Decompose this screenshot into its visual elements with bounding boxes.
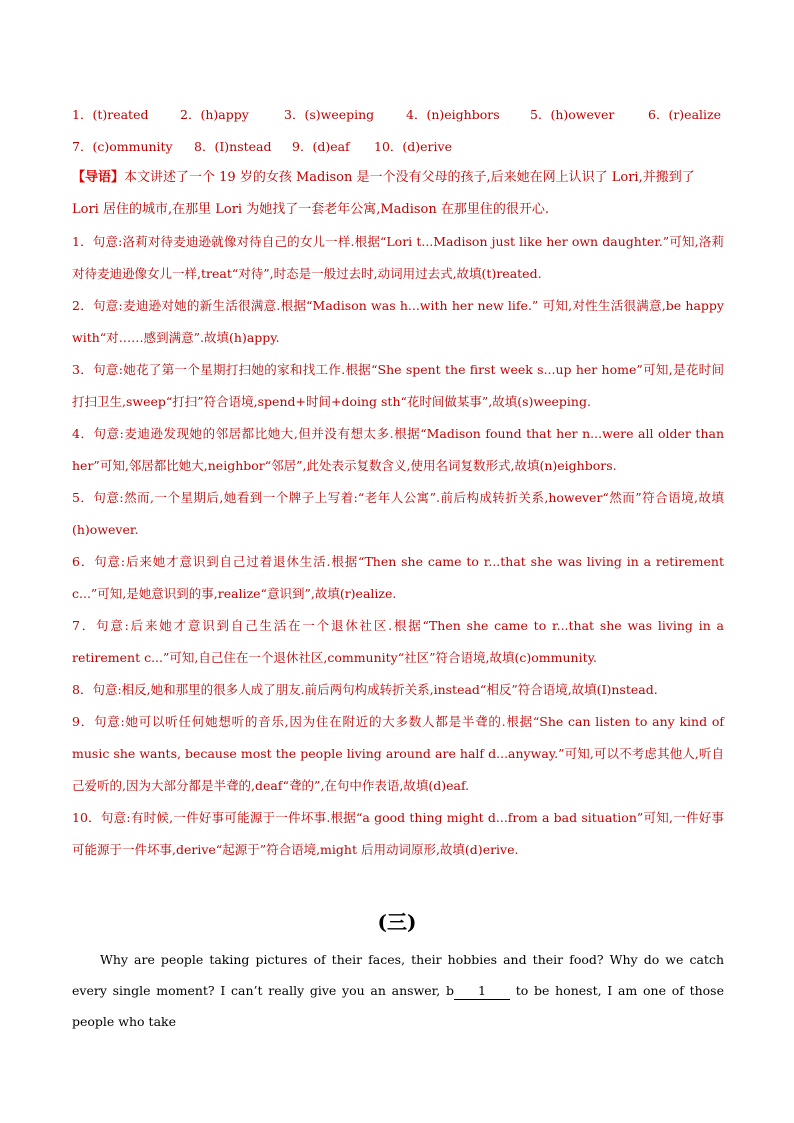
answer-item: 3．(s)weeping bbox=[284, 107, 375, 122]
intro-text: 本文讲述了一个 19 岁的女孩 Madison 是一个没有父母的孩子,后来她在网上认识了 Lori,并搬到了 Lori 居住的城市,在那里 Lori 为她找了一套老年公寓,Madison 在那里住的很开心. bbox=[72, 170, 695, 217]
intro-paragraph bbox=[72, 162, 724, 226]
answer-row-1 bbox=[72, 99, 721, 131]
explanation-item: 5．句意:然而,一个星期后,她看到一个牌子上写着:“老年人公寓”.前后构成转折关系,however“然而”符合语境,故填(h)owever. bbox=[72, 490, 724, 537]
explanation-item: 2．句意:麦迪逊对她的新生活很满意.根据“Madison was h...with her new life.” 可知,对性生活很满意,be happy with“对……感到满意”.故填(h)appy. bbox=[72, 298, 724, 345]
answer-item: 2．(h)appy bbox=[180, 107, 249, 122]
explanation-item: 4．句意:麦迪逊发现她的邻居都比她大,但并没有想太多.根据“Madison found that her n...were all older than her”可知,邻居都比她大,neighbor“邻居”,此处表示复数含义,使用名词复数形式,故填(n)eighbors. bbox=[72, 426, 724, 473]
explanation-item: 9．句意:她可以听任何她想听的音乐,因为住在附近的大多数人都是半聋的.根据“She can listen to any kind of music she wants, because most the people living around are half d...anyway.”可知,可以不考虑其他人,听自己爱听的,因为大部分都是半聋的,deaf“聋的”,在句中作表语,故填(d)eaf. bbox=[72, 714, 724, 793]
intro-tag: 【导语】 bbox=[72, 170, 125, 185]
blank-1[interactable]: 1 bbox=[454, 983, 510, 1000]
explanation-item: 10．句意:有时候,一件好事可能源于一件坏事.根据“a good thing might d...from a bad situation”可知,一件好事可能源于一件坏事,derive“起源于”符合语境,might 后用动词原形,故填(d)erive. bbox=[72, 810, 724, 857]
passage-text-after: to be honest, I am one of those people who take bbox=[72, 983, 724, 1029]
answer-item: 6．(r)ealize bbox=[648, 107, 722, 122]
answer-row-2 bbox=[72, 131, 721, 163]
explanation-item: 8．句意:相反,她和那里的很多人成了朋友.前后两句构成转折关系,instead“相反”符合语境,故填(I)nstead. bbox=[72, 682, 658, 697]
explanation-item: 7．句意:后来她才意识到自己生活在一个退休社区.根据“Then she came to r...that she was living in a retirement c...”可知,自己住在一个退休社区,community“社区”符合语境,故填(c)ommunity. bbox=[72, 618, 724, 665]
answer-item: 7．(c)ommunity bbox=[72, 139, 173, 154]
answer-item: 1．(t)reated bbox=[72, 107, 149, 122]
answer-item: 9．(d)eaf bbox=[292, 139, 350, 154]
explanation-list bbox=[72, 226, 724, 866]
section-title: (三) bbox=[377, 910, 417, 934]
passage-paragraph bbox=[72, 944, 724, 1037]
explanation-item: 3．句意:她花了第一个星期打扫她的家和找工作.根据“She spent the first week s...up her home”可知,是花时间打扫卫生,sweep“打扫”符合语境,spend+时间+doing sth“花时间做某事”,故填(s)weeping. bbox=[72, 362, 724, 409]
explanation-item: 1．句意:洛莉对待麦迪逊就像对待自己的女儿一样.根据“Lori t...Madison just like her own daughter.”可知,洛莉对待麦迪逊像女儿一样,treat“对待”,时态是一般过去时,动词用过去式,故填(t)reated. bbox=[72, 234, 724, 281]
answer-key bbox=[72, 99, 721, 163]
answer-item: 10．(d)erive bbox=[374, 139, 452, 154]
explanation-item: 6．句意:后来她才意识到自己过着退休生活.根据“Then she came to r...that she was living in a retirement c...”可知,是她意识到的事,realize“意识到”,故填(r)ealize. bbox=[72, 554, 724, 601]
passage-text-before: Why are people taking pictures of their faces, their hobbies and their food? Why do we catch every single moment? I can’t really give you an answer, b bbox=[72, 952, 724, 998]
answer-item: 5．(h)owever bbox=[530, 107, 615, 122]
answer-item: 4．(n)eighbors bbox=[406, 107, 500, 122]
answer-item: 8．(I)nstead bbox=[194, 139, 272, 154]
